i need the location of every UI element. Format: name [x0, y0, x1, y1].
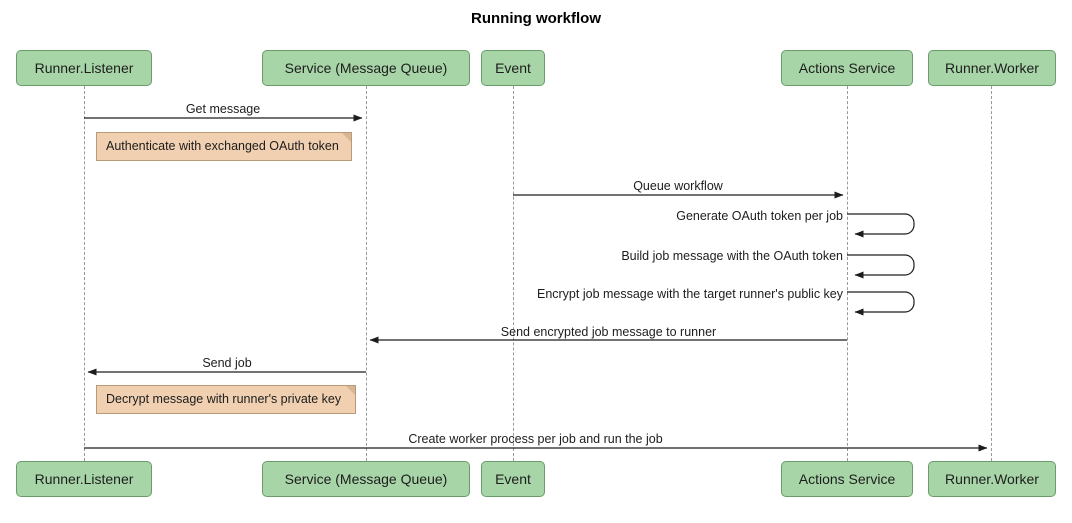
participant-service-message-queue-top[interactable] [262, 50, 470, 86]
participant-label: Runner.Worker [945, 471, 1039, 487]
note-decrypt-message [96, 385, 356, 414]
message-label-queue-workflow: Queue workflow [633, 179, 723, 193]
participant-runner-listener-bottom[interactable] [16, 461, 152, 497]
participant-label: Event [495, 471, 531, 487]
participant-runner-worker-top[interactable] [928, 50, 1056, 86]
participant-label: Actions Service [798, 60, 896, 76]
message-label-get-message: Get message [185, 102, 261, 116]
participant-actions-service-top[interactable] [781, 50, 913, 86]
note-authenticate-oauth [96, 132, 352, 161]
participant-event-bottom[interactable] [481, 461, 545, 497]
participant-label: Runner.Worker [945, 60, 1039, 76]
participant-label: Runner.Listener [34, 60, 134, 76]
participant-runner-listener-top[interactable] [16, 50, 152, 86]
participant-label: Runner.Listener [34, 471, 134, 487]
participant-label: Service (Message Queue) [284, 60, 448, 76]
note-fold-icon [342, 133, 351, 142]
participant-service-message-queue-bottom[interactable] [262, 461, 470, 497]
note-fold-icon [346, 386, 355, 395]
note-text: Authenticate with exchanged OAuth token [106, 139, 339, 153]
participant-label: Event [495, 60, 531, 76]
message-label-send-job: Send job [202, 356, 252, 370]
participant-actions-service-bottom[interactable] [781, 461, 913, 497]
participant-label: Service (Message Queue) [284, 471, 448, 487]
message-label-encrypt-job-message: Encrypt job message with the target runner's public key [536, 287, 843, 301]
participant-event-top[interactable] [481, 50, 545, 86]
message-label-generate-oauth-token: Generate OAuth token per job [676, 209, 843, 223]
participant-label: Actions Service [798, 471, 896, 487]
message-label-create-worker-process: Create worker process per job and run the job [408, 432, 663, 446]
note-text: Decrypt message with runner's private key [106, 392, 342, 406]
participant-runner-worker-bottom[interactable] [928, 461, 1056, 497]
message-label-build-job-message: Build job message with the OAuth token [621, 249, 843, 263]
message-label-send-encrypted-job-message: Send encrypted job message to runner [500, 325, 717, 339]
page-title: Running workflow [471, 10, 601, 27]
